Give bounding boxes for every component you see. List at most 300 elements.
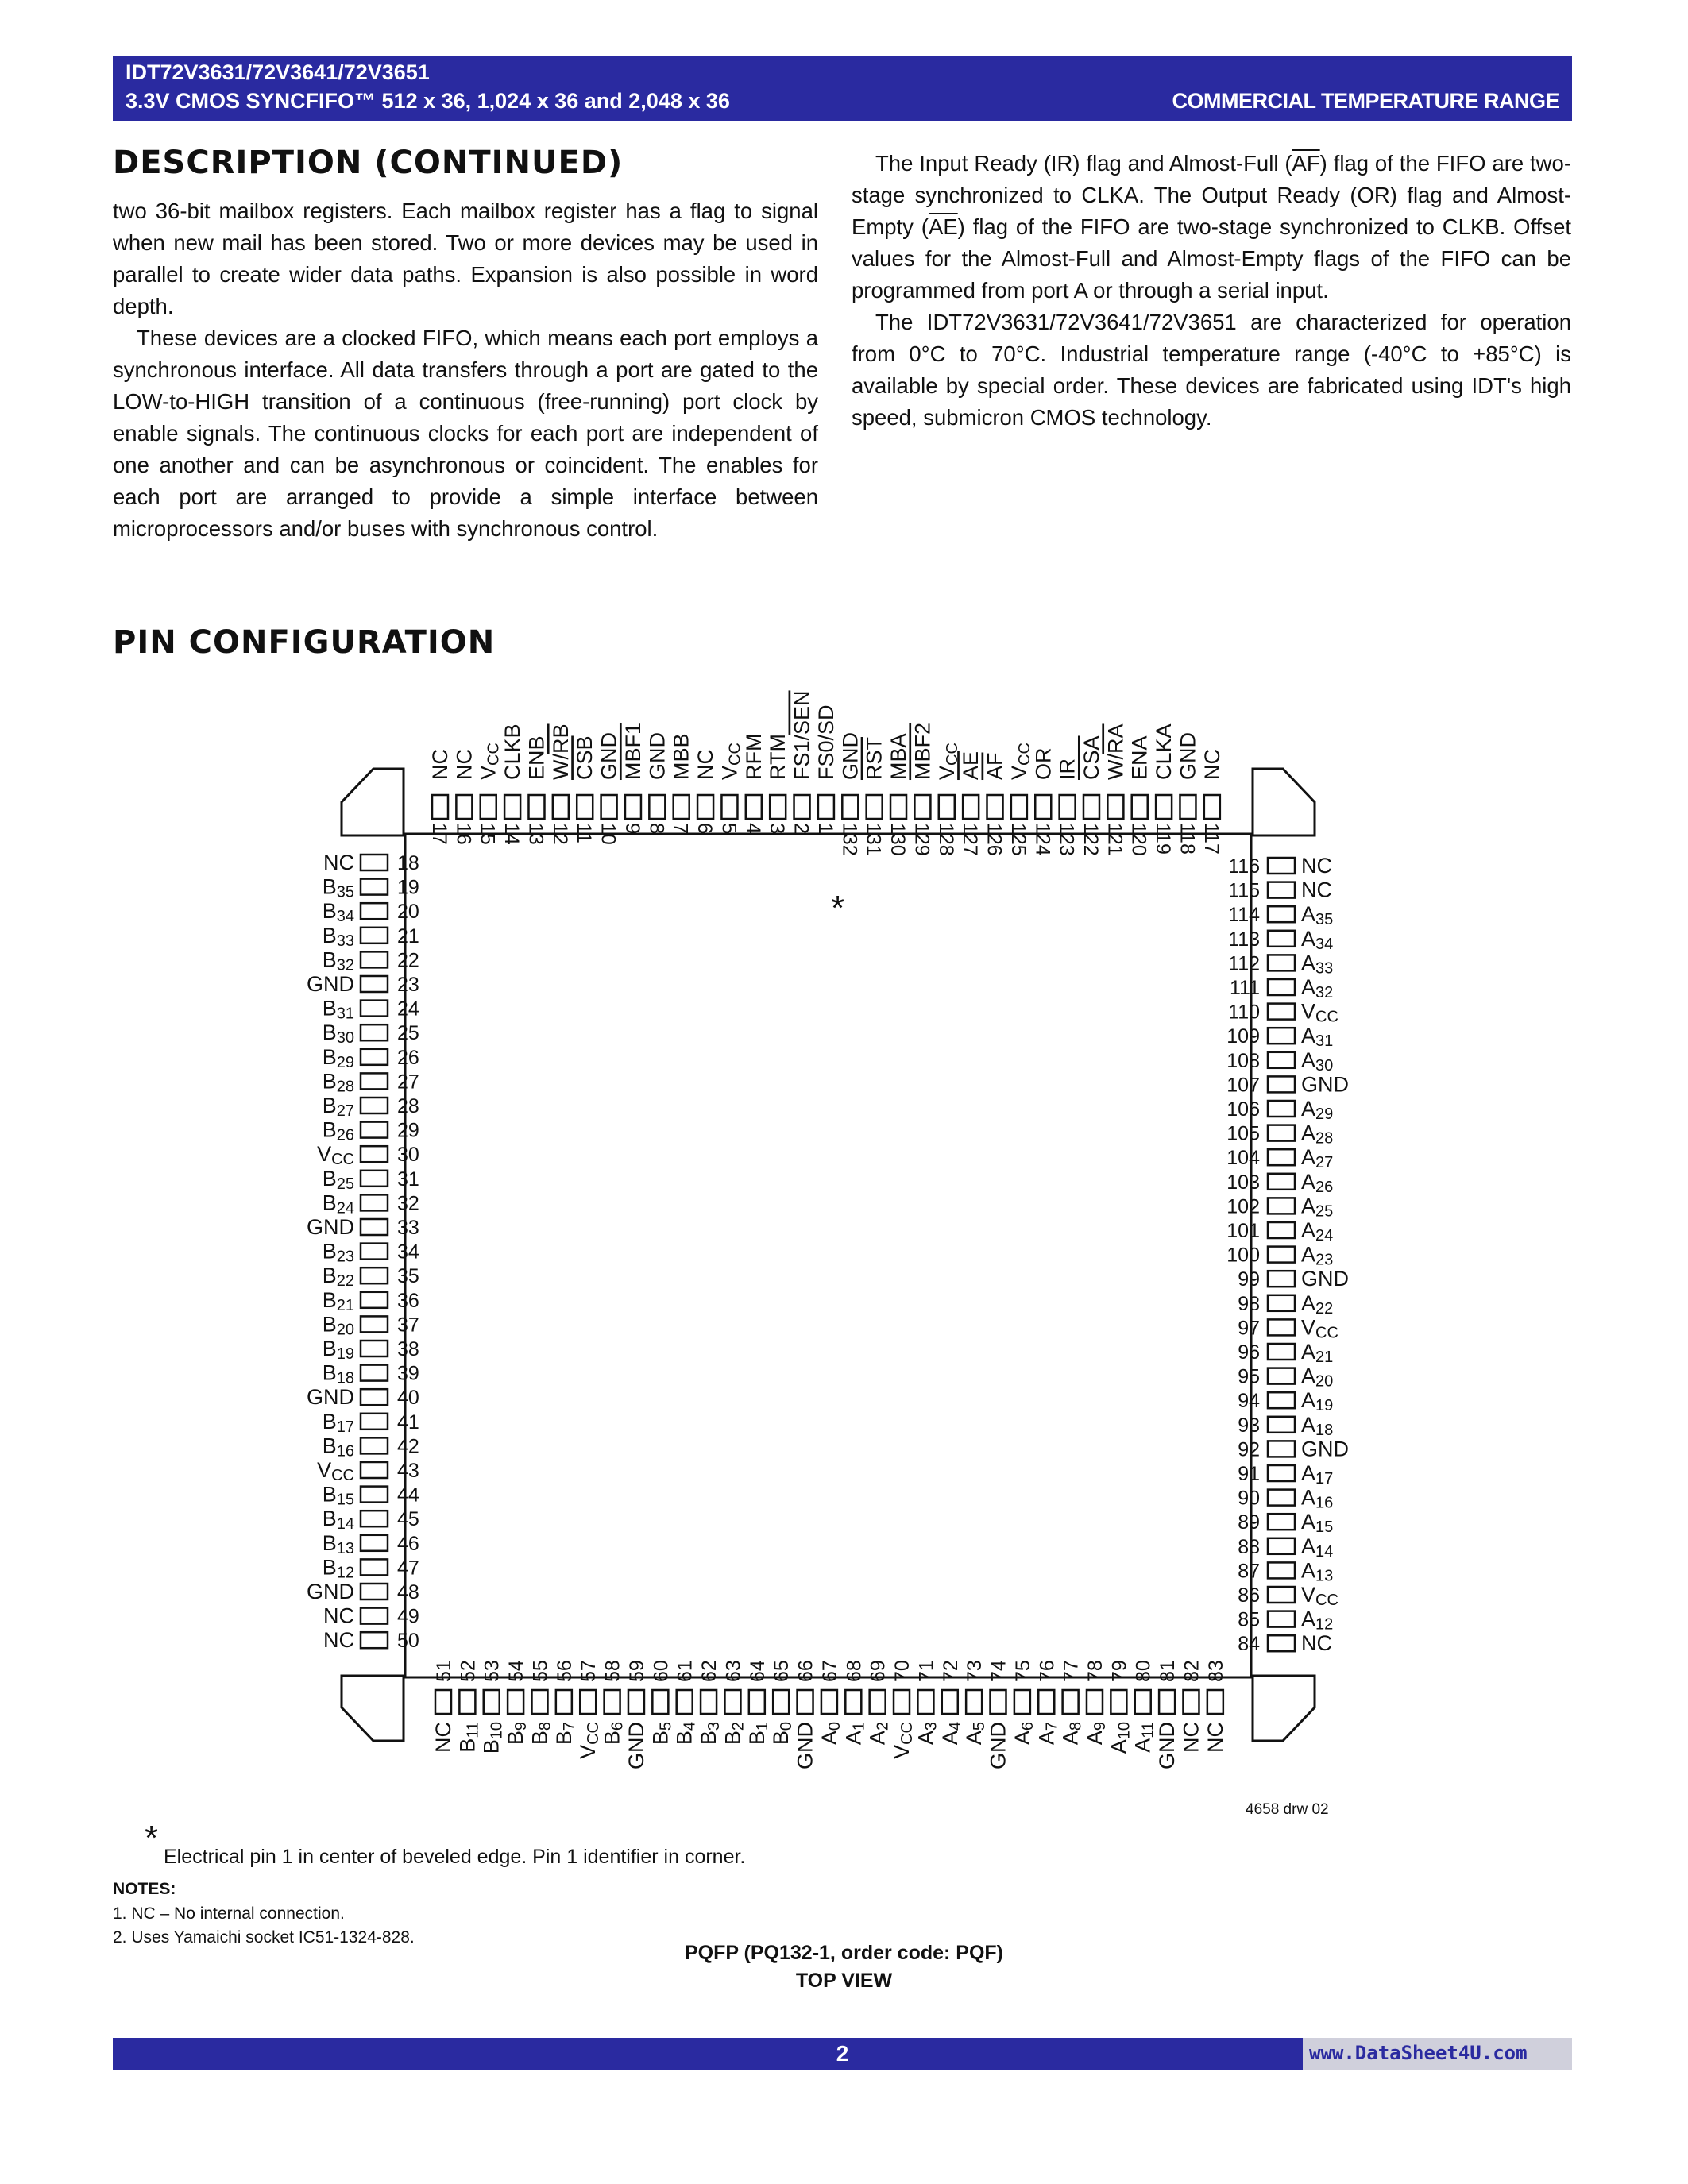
pin-pad (361, 1559, 388, 1575)
pin-pad (1268, 1538, 1295, 1554)
pin-label: GND (986, 1722, 1010, 1769)
pin-label: FS1/SEN (790, 690, 814, 780)
pin-number: 34 (397, 1241, 419, 1264)
pin-number: 86 (1238, 1584, 1260, 1607)
pin-pad (1268, 1368, 1295, 1384)
pin-label: GND (1155, 1722, 1180, 1769)
pin-label: GND (645, 732, 670, 780)
pin-number: 29 (397, 1119, 419, 1142)
pin-pad (1268, 1149, 1295, 1165)
pin-pad (361, 1437, 388, 1453)
pin-label: B13 (322, 1530, 354, 1557)
pin-number: 28 (397, 1095, 419, 1117)
pin-label: B17 (322, 1409, 354, 1436)
pin-number: 77 (1060, 1660, 1083, 1682)
pin-label: A17 (1301, 1461, 1334, 1488)
pin-label: AE (959, 751, 983, 780)
pin-number: 107 (1226, 1074, 1260, 1097)
pin-pad (556, 1690, 572, 1714)
pin-number: 118 (1176, 823, 1199, 855)
pin-pad (1107, 795, 1123, 819)
pin-label: MBB (669, 733, 693, 780)
pin-pad (1268, 979, 1295, 995)
pin-pad (1268, 1635, 1295, 1651)
pin-label: MBF2 (910, 722, 935, 780)
pin-label: GND (624, 1722, 648, 1769)
pin-pad (1156, 795, 1172, 819)
pin-number: 117 (1199, 823, 1223, 855)
pin-label: VCC (1301, 1315, 1338, 1342)
pin-label: VCC (476, 743, 503, 780)
pin-pad (432, 795, 448, 819)
pin-pad (939, 795, 955, 819)
pin-number: 113 (1228, 928, 1260, 951)
pin-number: 22 (397, 949, 419, 972)
pin-pad (845, 1690, 861, 1714)
pin-label: A35 (1301, 902, 1334, 929)
pin-number: 14 (500, 823, 523, 845)
pin-pad (1268, 1198, 1295, 1214)
pin-pad (605, 1690, 620, 1714)
pin-label: A10 (1107, 1722, 1134, 1754)
pin-number: 33 (397, 1217, 419, 1239)
pin-pad (724, 1690, 740, 1714)
pin-pad (1268, 1101, 1295, 1117)
pin-pad (1011, 795, 1027, 819)
pin-number: 15 (476, 823, 499, 845)
pin-number: 42 (397, 1435, 419, 1458)
pin-pad (1035, 795, 1051, 819)
pin-number: 27 (397, 1071, 419, 1094)
pin-number: 83 (1204, 1660, 1227, 1682)
pin-pad (1083, 795, 1099, 819)
pin-number: 11 (573, 823, 596, 843)
pin-pad (1060, 795, 1076, 819)
pin-label: A13 (1301, 1558, 1334, 1585)
pin-pad (361, 1146, 388, 1162)
pin-pad (1268, 1295, 1295, 1311)
pin-number: 63 (722, 1660, 745, 1682)
pin-label: B3 (697, 1722, 724, 1746)
pin-number: 51 (433, 1660, 455, 1682)
pin-number: 49 (397, 1605, 419, 1628)
pin-label: B5 (648, 1722, 675, 1746)
pin-label: CLKB (500, 723, 525, 780)
pin-pad (361, 1535, 388, 1551)
pin-label: B28 (322, 1069, 354, 1096)
pin-number: 62 (698, 1660, 721, 1682)
header-part-numbers: IDT72V3631/72V3641/72V3651 (126, 60, 430, 84)
pin-pad (1268, 1587, 1295, 1603)
pin-number: 108 (1226, 1049, 1260, 1072)
pin-label: A23 (1301, 1242, 1334, 1269)
pin-label: B34 (322, 899, 354, 926)
pin-label: A9 (1082, 1722, 1109, 1746)
pin-label: GND (307, 1580, 354, 1603)
pin-number: 109 (1226, 1025, 1260, 1048)
pin-pad (773, 1690, 789, 1714)
package-caption: PQFP (PQ132-1, order code: PQF) (684, 1942, 1004, 1964)
pin-label: GND (1301, 1072, 1349, 1097)
pin-number: 92 (1238, 1438, 1260, 1461)
pin-pad (652, 1690, 668, 1714)
pin1-marker: * (831, 889, 845, 928)
pin-pad (361, 1292, 388, 1308)
pin-number: 102 (1226, 1195, 1260, 1218)
pin-label: GND (1301, 1267, 1349, 1291)
pin-label: A33 (1301, 951, 1334, 978)
pin-number: 47 (397, 1557, 419, 1580)
pin-pad (1268, 1417, 1295, 1433)
pin-number: 67 (818, 1660, 841, 1682)
pin-number: 57 (577, 1660, 601, 1682)
pin-label: B29 (322, 1044, 354, 1071)
pin-pad (991, 1690, 1006, 1714)
pin-number: 74 (987, 1660, 1010, 1682)
pin-number: 114 (1228, 904, 1260, 927)
pin-label: A5 (962, 1722, 989, 1746)
pin-number: 61 (674, 1660, 697, 1682)
pin-number: 129 (910, 823, 933, 856)
pin-number: 85 (1238, 1608, 1260, 1631)
pin-number: 97 (1238, 1317, 1260, 1340)
pin-pad (456, 795, 472, 819)
pin-label: GND (1176, 732, 1200, 780)
pin-label: GND (307, 1385, 354, 1410)
pin-pad (361, 1073, 388, 1089)
pin-number: 101 (1226, 1220, 1260, 1242)
pin-number: 130 (886, 823, 910, 856)
pin-label: GND (307, 972, 354, 996)
pin-label: IR (1055, 758, 1080, 780)
pin-number: 73 (964, 1660, 987, 1682)
pin-pad (1268, 1392, 1295, 1408)
pin-label: A6 (1010, 1722, 1037, 1746)
pin-label: AF (983, 752, 1007, 780)
pin-number: 32 (397, 1192, 419, 1215)
pin-label: GND (793, 1722, 817, 1769)
pin-pad (1038, 1690, 1054, 1714)
pin-pad (1268, 1125, 1295, 1141)
pin-number: 50 (397, 1630, 419, 1653)
pin-number: 64 (746, 1660, 769, 1682)
pin-pad (361, 1462, 388, 1478)
pin-pad (625, 795, 641, 819)
pin-label: VCC (934, 743, 961, 780)
pin-label: A24 (1301, 1218, 1334, 1244)
pin-number: 16 (452, 823, 475, 845)
pin-pad (1268, 1222, 1295, 1238)
pin-pad (361, 855, 388, 870)
pin1-note: Electrical pin 1 in center of beveled edge. Pin 1 identifier in corner. (164, 1846, 746, 1868)
pin-label: VCC (576, 1722, 603, 1759)
pin-pad (1159, 1690, 1175, 1714)
pin-number: 54 (505, 1660, 528, 1682)
pin-number: 95 (1238, 1365, 1260, 1388)
pin-pad (1268, 1004, 1295, 1020)
pin-pad (1268, 1174, 1295, 1190)
pin-pad (794, 795, 810, 819)
pin-pad (1268, 906, 1295, 922)
pin-label: A27 (1301, 1145, 1334, 1172)
pin-pad (1135, 1690, 1151, 1714)
pin-label: B15 (322, 1482, 354, 1509)
pin-pad (842, 795, 858, 819)
pin-label: VCC (890, 1722, 917, 1759)
pin-number: 25 (397, 1022, 419, 1045)
pin-label: RFM (741, 733, 766, 780)
drawing-id: 4658 drw 02 (1246, 1801, 1329, 1818)
pin-label: A11 (1130, 1722, 1157, 1753)
pin-pad (701, 1690, 717, 1714)
pin-label: NC (1179, 1722, 1203, 1753)
pin-label: B26 (322, 1117, 354, 1144)
pin-label: A1 (841, 1722, 868, 1746)
pin-number: 30 (397, 1144, 419, 1167)
pin-pad (674, 795, 689, 819)
pin-label: A0 (817, 1722, 844, 1746)
description-paragraph: The Input Ready (IR) flag and Almost-Full $(\overline{AF})$ flag of the FIFO are two-stage synchronized to CLKA. The Output Ready (OR) flag and Almost-Empty $(\overline{AE})$ flag of the FIFO are two-stage synchronized to CLKB. Offset values for the Almost-Full and Almost-Empty flags of the FIFO can be programmed from port A or through a serial input. (852, 151, 1572, 303)
pin-label: RTM (766, 734, 790, 780)
pin-label: B12 (322, 1555, 354, 1582)
pin-pad (361, 1122, 388, 1138)
pin-number: 58 (601, 1660, 624, 1682)
pin-pad (870, 1690, 886, 1714)
pin-label: B0 (769, 1722, 796, 1746)
pin-pad (361, 1171, 388, 1187)
pin-pad (894, 1690, 910, 1714)
pin-label: CSB (573, 735, 597, 780)
pin-pad (361, 1487, 388, 1503)
pin-number: 68 (843, 1660, 866, 1682)
pin-pad (361, 1341, 388, 1356)
pin-pad (1204, 795, 1220, 819)
pin-number: 122 (1079, 823, 1102, 856)
pin-label: VCC (317, 1458, 354, 1484)
pin-label: NC (452, 749, 477, 780)
pin-number: 19 (397, 876, 419, 899)
pin-pad (1268, 1052, 1295, 1068)
pin-number: 120 (1127, 823, 1150, 856)
pin-number: 71 (915, 1660, 938, 1682)
pin-label: NC (1301, 854, 1332, 878)
pin-number: 13 (524, 823, 547, 845)
pin-label: A14 (1301, 1534, 1334, 1561)
pin-pad (361, 1098, 388, 1113)
pin-pad (481, 795, 496, 819)
pin-label: B14 (322, 1507, 354, 1534)
pin-pad (361, 1219, 388, 1235)
pin-label: B23 (322, 1239, 354, 1266)
pin-number: 44 (397, 1484, 419, 1507)
pin-number: 5 (717, 823, 740, 834)
pin-label: A16 (1301, 1485, 1334, 1512)
pin-label: A4 (937, 1722, 964, 1746)
pin-label: B11 (455, 1722, 482, 1753)
description-paragraph: These devices are a clocked FIFO, which means each port employs a synchronous interface. All data transfers through a port are gated to the LOW-to-HIGH transition of a continuous (free-running) port clock by enable signals. The continuous clocks for each port are independent of one another and can be asynchronous or coincident. The enables for each port are arranged to provide a simple interface between microprocessors and/or buses with synchronous control. (113, 326, 818, 541)
pin-number: 26 (397, 1046, 419, 1069)
pin-number: 9 (620, 823, 643, 834)
pin-number: 1 (813, 823, 836, 834)
pin-pad (528, 795, 544, 819)
pin-number: 17 (428, 823, 450, 845)
pin-number: 48 (397, 1581, 419, 1603)
pin-pad (361, 1316, 388, 1332)
pin-number: 37 (397, 1314, 419, 1337)
pin-label: B31 (322, 996, 354, 1023)
pin-pad (1132, 795, 1148, 819)
pin-pad (361, 1001, 388, 1017)
pin-pad (649, 795, 665, 819)
pin-pad (361, 1511, 388, 1526)
pin-label: A32 (1301, 975, 1334, 1001)
pin-label: A7 (1034, 1722, 1061, 1746)
pin-number: 23 (397, 974, 419, 996)
description-heading: DESCRIPTION (CONTINUED) (113, 145, 624, 181)
pin-pad (749, 1690, 765, 1714)
pin-pad (1268, 1319, 1295, 1335)
pin-label: B21 (322, 1287, 354, 1314)
pin-pad (890, 795, 906, 819)
left-pin-row (307, 851, 419, 1652)
pin-label: B22 (322, 1264, 354, 1291)
page-number: 2 (836, 2041, 849, 2066)
pin-label: B25 (322, 1166, 354, 1193)
description-paragraph: two 36-bit mailbox registers. Each mailbox register has a flag to signal when new mail has been stored. Two or more devices may be used in parallel to create wider data paths. Expansion is also possible in word depth. (113, 199, 818, 318)
pin-number: 69 (867, 1660, 890, 1682)
pin-number: 115 (1228, 879, 1260, 902)
pin-pad (1014, 1690, 1030, 1714)
pin-label: NC (1203, 1722, 1227, 1753)
pin-pad (917, 1690, 933, 1714)
pin-label: A34 (1301, 926, 1334, 953)
pin-number: 132 (838, 823, 861, 856)
pin-label: B9 (504, 1722, 531, 1746)
pin-label: NC (1301, 1631, 1332, 1656)
pin-label: B27 (322, 1094, 354, 1120)
pin-number: 79 (1108, 1660, 1131, 1682)
pin-number: 31 (397, 1167, 419, 1190)
pin-pad (821, 1690, 837, 1714)
watermark-text: www.DataSheet4U.com (1309, 2042, 1528, 2064)
pin-number: 126 (983, 823, 1006, 856)
pin-number: 105 (1226, 1122, 1260, 1145)
pin-label: A26 (1301, 1169, 1334, 1196)
pin-label: B2 (720, 1722, 747, 1746)
pin-pad (942, 1690, 958, 1714)
pin-number: 20 (397, 901, 419, 924)
pin-label: ENA (1127, 735, 1152, 780)
pin-pad (628, 1690, 644, 1714)
pin-number: 12 (548, 823, 571, 845)
pin-pad (1183, 1690, 1199, 1714)
pin-pad (1063, 1690, 1079, 1714)
pin-pad (1180, 795, 1196, 819)
pin-label: NC (428, 749, 452, 780)
pin-number: 66 (794, 1660, 817, 1682)
notes-title: NOTES: (113, 1880, 176, 1898)
pin-pad (361, 951, 388, 967)
pin-number: 124 (1031, 823, 1054, 856)
pin-pad (867, 795, 883, 819)
pin-pad (818, 795, 834, 819)
header-product-title: 3.3V CMOS SYNCFIFO™ 512 x 36, 1,024 x 36 and 2,048 x 36 (126, 89, 730, 113)
pin-pad (580, 1690, 596, 1714)
pin-number: 7 (669, 823, 692, 834)
pin-label: A21 (1301, 1340, 1334, 1366)
pin-label: VCC (717, 743, 744, 780)
pin-pad (484, 1690, 500, 1714)
pin-label: A29 (1301, 1097, 1334, 1123)
pin-pad (987, 795, 1003, 819)
pin-pad (1087, 1690, 1103, 1714)
pin-pad (1268, 931, 1295, 947)
pin-pad (361, 1389, 388, 1405)
pin-label: A12 (1301, 1607, 1334, 1634)
note-2: 2. Uses Yamaichi socket IC51-1324-828. (113, 1928, 415, 1947)
pin-number: 99 (1238, 1268, 1260, 1291)
pin-number: 116 (1228, 855, 1260, 878)
pin-number: 91 (1238, 1463, 1260, 1485)
pin-pad (361, 976, 388, 992)
pin-label: B4 (672, 1722, 699, 1746)
pin-label: A20 (1301, 1364, 1334, 1391)
pin-number: 96 (1238, 1341, 1260, 1364)
pin-number: 121 (1103, 823, 1126, 856)
pin-label: NC (323, 1628, 354, 1653)
pin-label: NC (1199, 749, 1224, 780)
pin-configuration-heading: PIN CONFIGURATION (113, 624, 496, 661)
pin-pad (577, 795, 593, 819)
pin-number: 90 (1238, 1487, 1260, 1510)
pin-label: A25 (1301, 1194, 1334, 1221)
pin-label: B20 (322, 1312, 354, 1339)
pin-pad (1268, 858, 1295, 874)
pin-pad (1268, 1028, 1295, 1044)
pin-label: W/RB (548, 723, 573, 780)
pin-pad (1268, 955, 1295, 970)
pin-number: 53 (481, 1660, 504, 1682)
pin-pad (361, 903, 388, 919)
pin-number: 45 (397, 1508, 419, 1531)
pin-label: GND (597, 732, 621, 780)
pin-pad (361, 1608, 388, 1624)
pin-pad (361, 928, 388, 943)
pin-pad (677, 1690, 693, 1714)
pin-label: NC (323, 1603, 354, 1628)
pin-label: NC (431, 1722, 455, 1753)
pin-pad (1268, 1514, 1295, 1530)
pin-number: 40 (397, 1387, 419, 1410)
pin-number: 125 (1006, 823, 1029, 856)
pin-label: CSA (1079, 735, 1103, 780)
pin-label: B16 (322, 1433, 354, 1461)
pin-label: A28 (1301, 1121, 1334, 1148)
pin-number: 52 (457, 1660, 480, 1682)
pin-number: 94 (1238, 1390, 1260, 1413)
pin-number: 100 (1226, 1244, 1260, 1267)
pin-number: 110 (1228, 1001, 1260, 1024)
pin-number: 123 (1055, 823, 1078, 856)
pin-pad (361, 1024, 388, 1040)
pin-pad (504, 795, 520, 819)
pin-number: 39 (397, 1362, 419, 1385)
pin-label: B10 (479, 1722, 506, 1754)
pin-number: 80 (1132, 1660, 1155, 1682)
pin-label: GND (838, 732, 863, 780)
pin-label: MBF1 (620, 722, 645, 780)
pin-label: A22 (1301, 1291, 1334, 1318)
